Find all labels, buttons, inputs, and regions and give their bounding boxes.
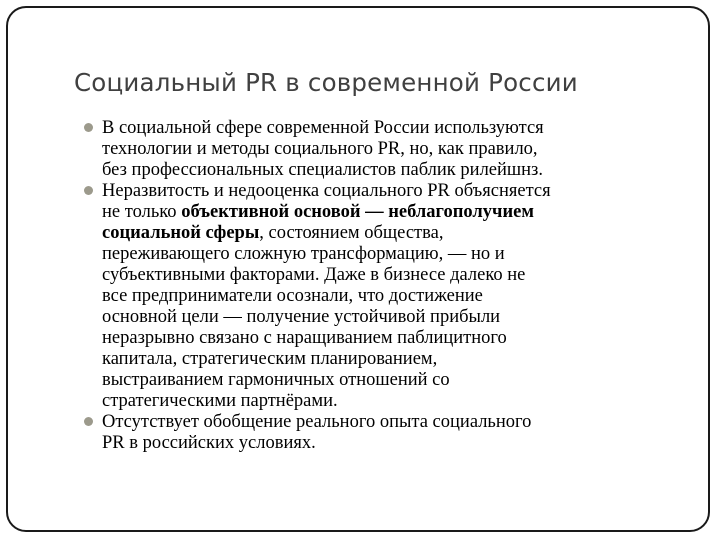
bullet-2-line-6: все предприниматели осознали, что достижение [102,286,483,306]
bullet-2-line-8: неразрывно связано с наращиванием паблицитного [102,328,507,348]
bullet-2-line-7: основной цели — получение устойчивой прибыли [102,307,501,327]
bullet-3-line-2: PR в российских условиях. [102,433,316,453]
bullet-1-line-2: технологии и методы социального PR, но, как правило, [102,139,538,159]
bullet-2-line-1: Неразвитость и недооценка социального PR объясняется [102,181,551,201]
bullet-dot-icon [84,186,93,195]
bullet-2-line-2 [102,202,684,223]
bullet-3-line-1: Отсутствует обобщение реального опыта социального [102,412,532,432]
bullet-item-3 [84,412,684,454]
bullet-2-line-11: стратегическими партнёрами. [102,391,338,411]
bullet-list [84,118,684,454]
bullet-2-text-bold: объективной основой — неблагополучием [181,202,534,222]
bullet-1-line-1: В социальной сфере современной России используются [102,118,544,138]
slide-title: Социальный PR в современной России [74,68,578,97]
bullet-item-1 [84,118,684,181]
bullet-2-text-plain-2: , состоянием общества, [259,223,444,243]
bullet-2-line-4: переживающего сложную трансформацию, — но и [102,244,505,264]
bullet-dot-icon [84,123,93,132]
bullet-2-line-9: капитала, стратегическим планированием, [102,349,438,369]
bullet-dot-icon [84,417,93,426]
bullet-item-2 [84,181,684,412]
bullet-2-text-bold-2: социальной сферы [102,223,260,243]
bullet-2-line-5: субъективными факторами. Даже в бизнесе далеко не [102,265,526,285]
bullet-2-line-10: выстраиванием гармоничных отношений со [102,370,450,390]
bullet-2-line-3 [102,223,684,244]
bullet-2-text-plain: не только [102,202,177,222]
bullet-1-line-3: без профессиональных специалистов паблик рилейшнз. [102,160,543,180]
